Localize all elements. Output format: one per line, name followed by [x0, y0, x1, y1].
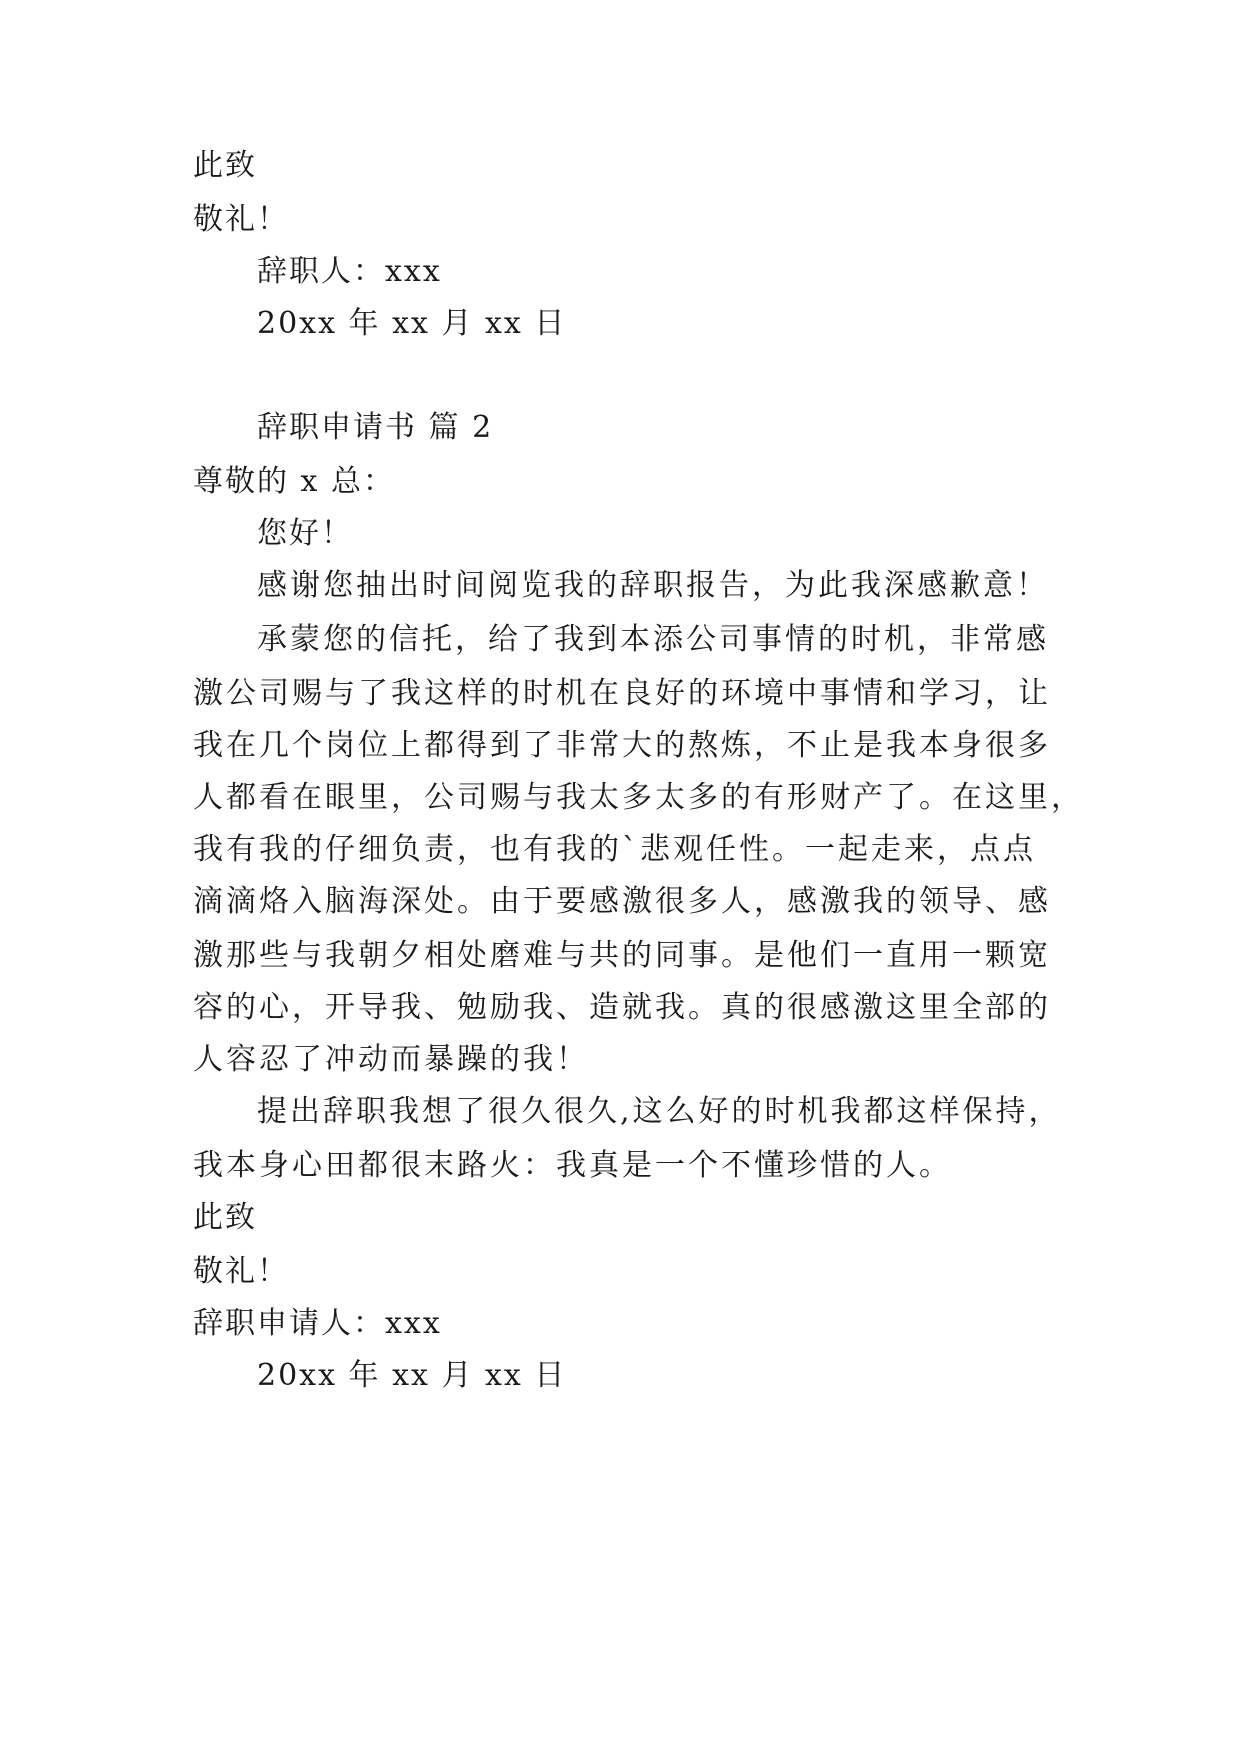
date-text: 20xx 年 xx 月 xx 日: [257, 306, 567, 341]
salute-text: 敬礼！: [193, 1254, 289, 1289]
paragraph-2-line: 人都看在眼里，公司赐与我太多太多的有形财产了。在这里，: [193, 780, 1084, 815]
hello-text: 您好！: [257, 516, 353, 551]
paragraph-2-line: 激公司赐与了我这样的时机在良好的环境中事情和学习，让: [193, 676, 1051, 711]
paragraph-2-line: 激那些与我朝夕相处磨难与共的同事。是他们一直用一颗宽: [193, 938, 1051, 973]
section-title: 辞职申请书 篇 2: [257, 410, 494, 445]
closing-text: 此致: [193, 148, 257, 183]
paragraph-2-line: 承蒙您的信托，给了我到本添公司事情的时机，非常感: [257, 622, 1049, 657]
date-text: 20xx 年 xx 月 xx 日: [257, 1358, 567, 1393]
salute-text: 敬礼！: [193, 202, 289, 237]
paragraph-2-line: 滴滴烙入脑海深处。由于要感激很多人，感激我的领导、感: [193, 884, 1051, 919]
paragraph-2-line: 容的心，开导我、勉励我、造就我。真的很感激这里全部的: [193, 990, 1051, 1025]
closing-text: 此致: [193, 1200, 257, 1235]
signer-text: 辞职申请人：xxx: [193, 1306, 442, 1341]
paragraph-3-line: 提出辞职我想了很久很久,这么好的时机我都这样保持，: [257, 1094, 1062, 1129]
paragraph-2-line: 我在几个岗位上都得到了非常大的熬炼，不止是我本身很多: [193, 728, 1051, 763]
paragraph-2-line: 我有我的仔细负责，也有我的`悲观任性。一起走来，点点: [193, 832, 1036, 867]
paragraph-2-line: 人容忍了冲动而暴躁的我！: [193, 1042, 589, 1077]
paragraph-1: 感谢您抽出时间阅览我的辞职报告，为此我深感歉意！: [257, 568, 1049, 603]
signer-text: 辞职人：xxx: [257, 254, 442, 289]
greeting-text: 尊敬的 x 总：: [193, 464, 395, 499]
paragraph-3-line: 我本身心田都很末路火：我真是一个不懂珍惜的人。: [193, 1148, 952, 1183]
